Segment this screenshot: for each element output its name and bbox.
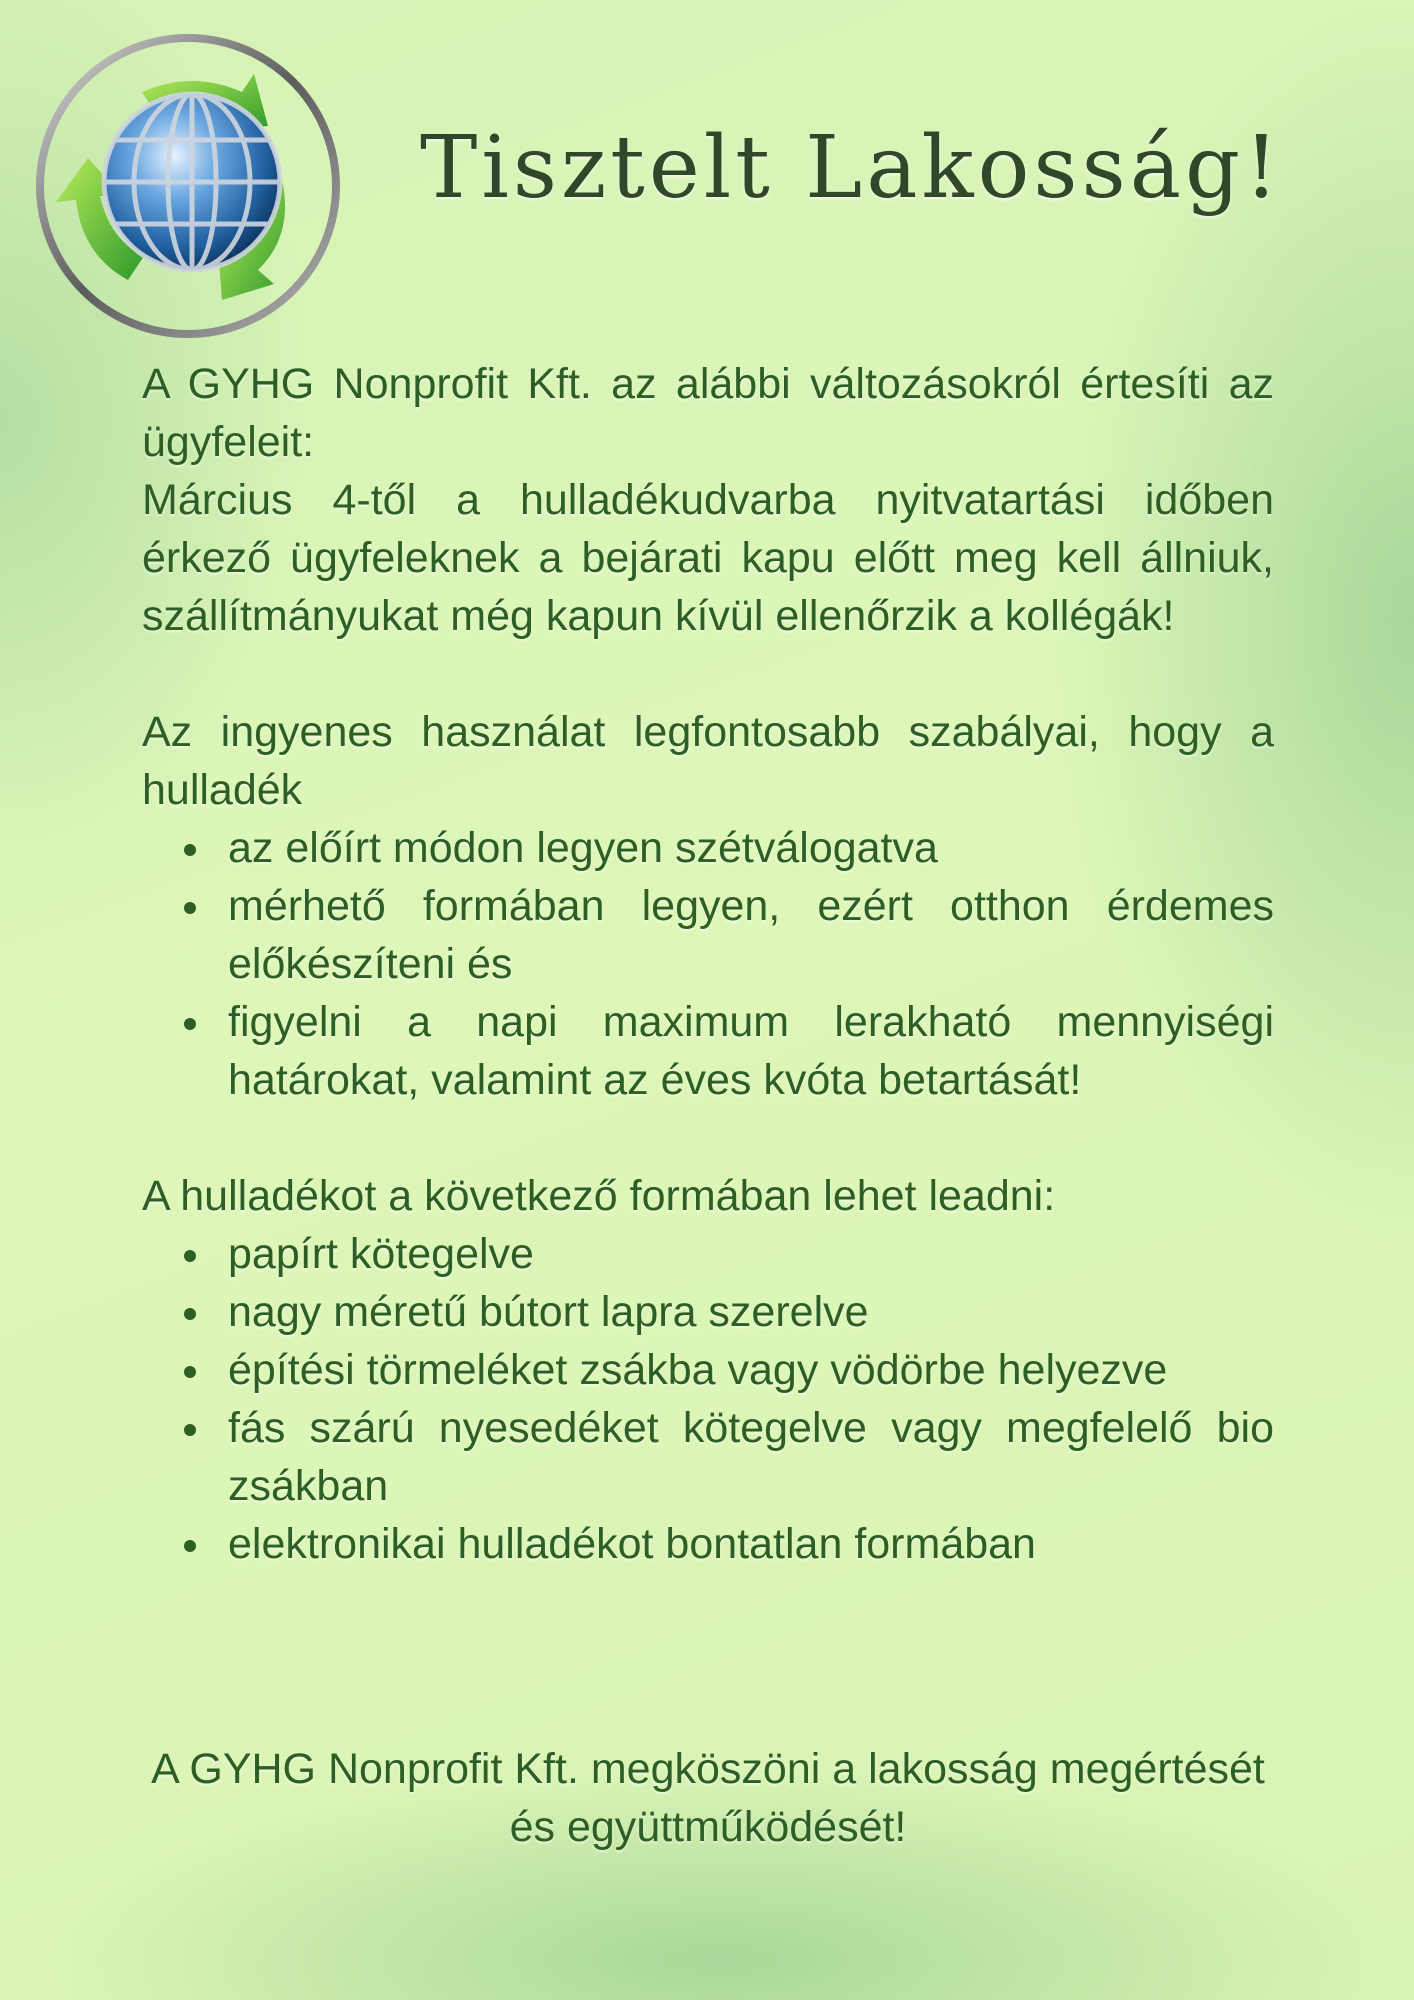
spacer — [142, 1109, 1274, 1167]
spacer — [142, 645, 1274, 703]
list-item: papírt kötegelve — [228, 1225, 1274, 1283]
list-item: figyelni a napi maximum lerakható mennyiségi határokat, valamint az éves kvóta betartását! — [228, 993, 1274, 1109]
recycling-globe-icon — [32, 30, 344, 342]
forms-heading: A hulladékot a következő formában lehet leadni: — [142, 1172, 1056, 1220]
list-item: az előírt módon legyen szétválogatva — [228, 819, 1274, 877]
list-item: mérhető formában legyen, ezért otthon érdemes előkészíteni és — [228, 877, 1274, 993]
closing-message: A GYHG Nonprofit Kft. megköszöni a lakosság megértését és együttműködését! — [151, 1745, 1265, 1851]
list-item: nagy méretű bútort lapra szerelve — [228, 1283, 1274, 1341]
list-item: építési törmeléket zsákba vagy vödörbe helyezve — [228, 1341, 1274, 1399]
rules-heading: Az ingyenes használat legfontosabb szabályai, hogy a hulladék — [142, 708, 1274, 814]
list-item: elektronikai hulladékot bontatlan formában — [228, 1515, 1274, 1573]
intro-line-1: A GYHG Nonprofit Kft. az alábbi változásokról értesíti az ügyfeleit: — [142, 360, 1274, 466]
page-title: Tisztelt Lakosság! — [420, 118, 1283, 218]
intro-line-2: Március 4-től a hulladékudvarba nyitvatartási időben érkező ügyfeleknek a bejárati kapu előtt meg kell állniuk, szállítmányukat még kapun kívül ellenőrzik a kollégák! — [142, 476, 1274, 640]
forms-list — [142, 1225, 1274, 1573]
list-item: fás szárú nyesedéket kötegelve vagy megfelelő bio zsákban — [228, 1399, 1274, 1515]
rules-list — [142, 819, 1274, 1109]
notice-body — [142, 355, 1274, 1573]
